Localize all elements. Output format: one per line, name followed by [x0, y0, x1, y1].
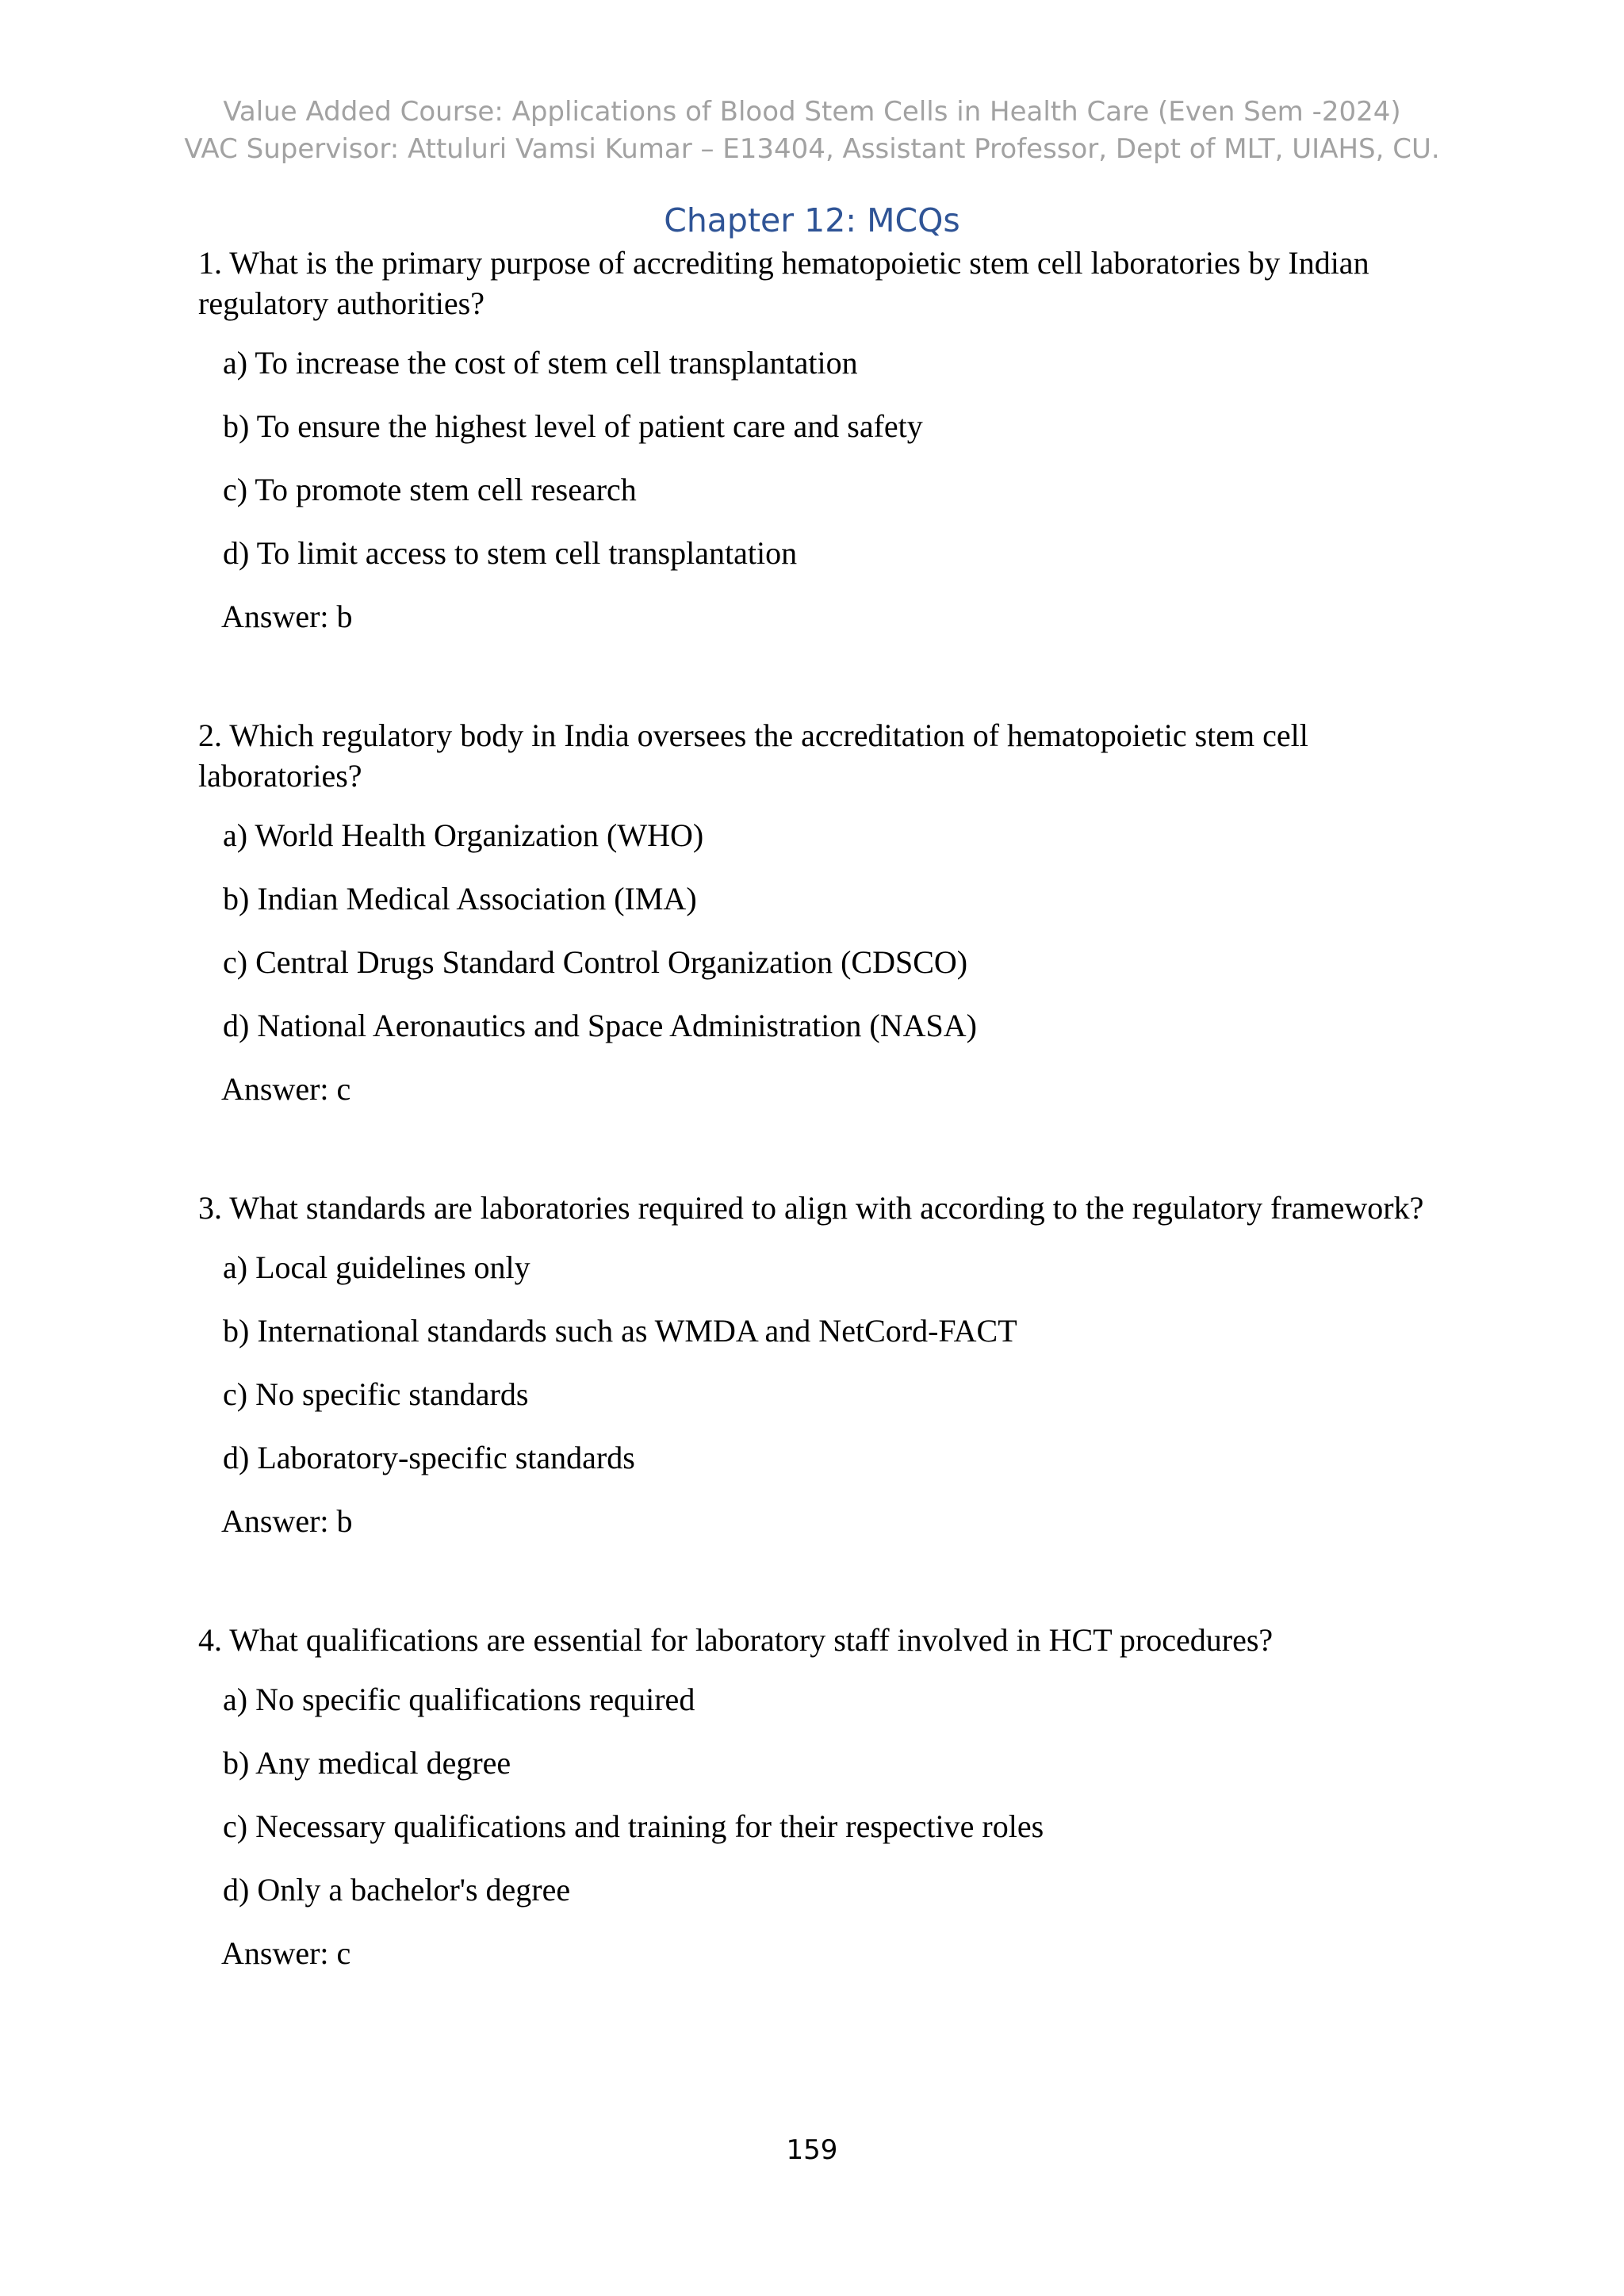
- header-course-line: Value Added Course: Applications of Blood Stem Cells in Health Care (Even Sem -2024): [223, 96, 1401, 128]
- mcq-item: [198, 715, 1435, 1110]
- option-d: d) Laboratory-specific standards: [223, 1440, 635, 1475]
- chapter-title: Chapter 12: MCQs: [664, 201, 960, 239]
- option-d: d) Only a bachelor's degree: [223, 1872, 571, 1908]
- answer-text: Answer: b: [221, 599, 353, 634]
- question-text: 1. What is the primary purpose of accrediting hematopoietic stem cell laboratories by Indian regulatory authorities?: [198, 245, 1369, 321]
- question-text: 3. What standards are laboratories required to align with according to the regulatory framework?: [198, 1190, 1424, 1226]
- option-c: c) Central Drugs Standard Control Organization (CDSCO): [223, 944, 968, 980]
- option-a: a) To increase the cost of stem cell transplantation: [223, 345, 858, 381]
- answer-text: Answer: c: [221, 1071, 351, 1107]
- header-supervisor-line: VAC Supervisor: Attuluri Vamsi Kumar – E13404, Assistant Professor, Dept of MLT, UIAHS, CU.: [184, 133, 1440, 165]
- answer-text: Answer: b: [221, 1503, 353, 1539]
- option-a: a) No specific qualifications required: [223, 1682, 695, 1717]
- option-c: c) Necessary qualifications and training for their respective roles: [223, 1808, 1044, 1844]
- question-text: 2. Which regulatory body in India oversees the accreditation of hematopoietic stem cell laboratories?: [198, 718, 1308, 794]
- mcq-item: [198, 1188, 1435, 1542]
- option-b: b) Any medical degree: [223, 1745, 511, 1781]
- mcq-item: [198, 1620, 1435, 1974]
- page-number: 159: [786, 2134, 838, 2166]
- option-a: a) Local guidelines only: [223, 1249, 530, 1285]
- running-header: [0, 94, 1624, 168]
- option-b: b) To ensure the highest level of patient care and safety: [223, 408, 923, 444]
- option-c: c) To promote stem cell research: [223, 472, 637, 507]
- option-c: c) No specific standards: [223, 1376, 529, 1412]
- option-b: b) Indian Medical Association (IMA): [223, 881, 697, 916]
- mcq-item: [198, 243, 1435, 637]
- mcq-list: [198, 243, 1435, 1974]
- option-a: a) World Health Organization (WHO): [223, 817, 704, 853]
- answer-text: Answer: c: [221, 1935, 351, 1971]
- option-d: d) National Aeronautics and Space Administration (NASA): [223, 1008, 977, 1043]
- option-d: d) To limit access to stem cell transplantation: [223, 535, 798, 571]
- option-b: b) International standards such as WMDA and NetCord-FACT: [223, 1313, 1017, 1349]
- question-text: 4. What qualifications are essential for laboratory staff involved in HCT procedures?: [198, 1622, 1274, 1658]
